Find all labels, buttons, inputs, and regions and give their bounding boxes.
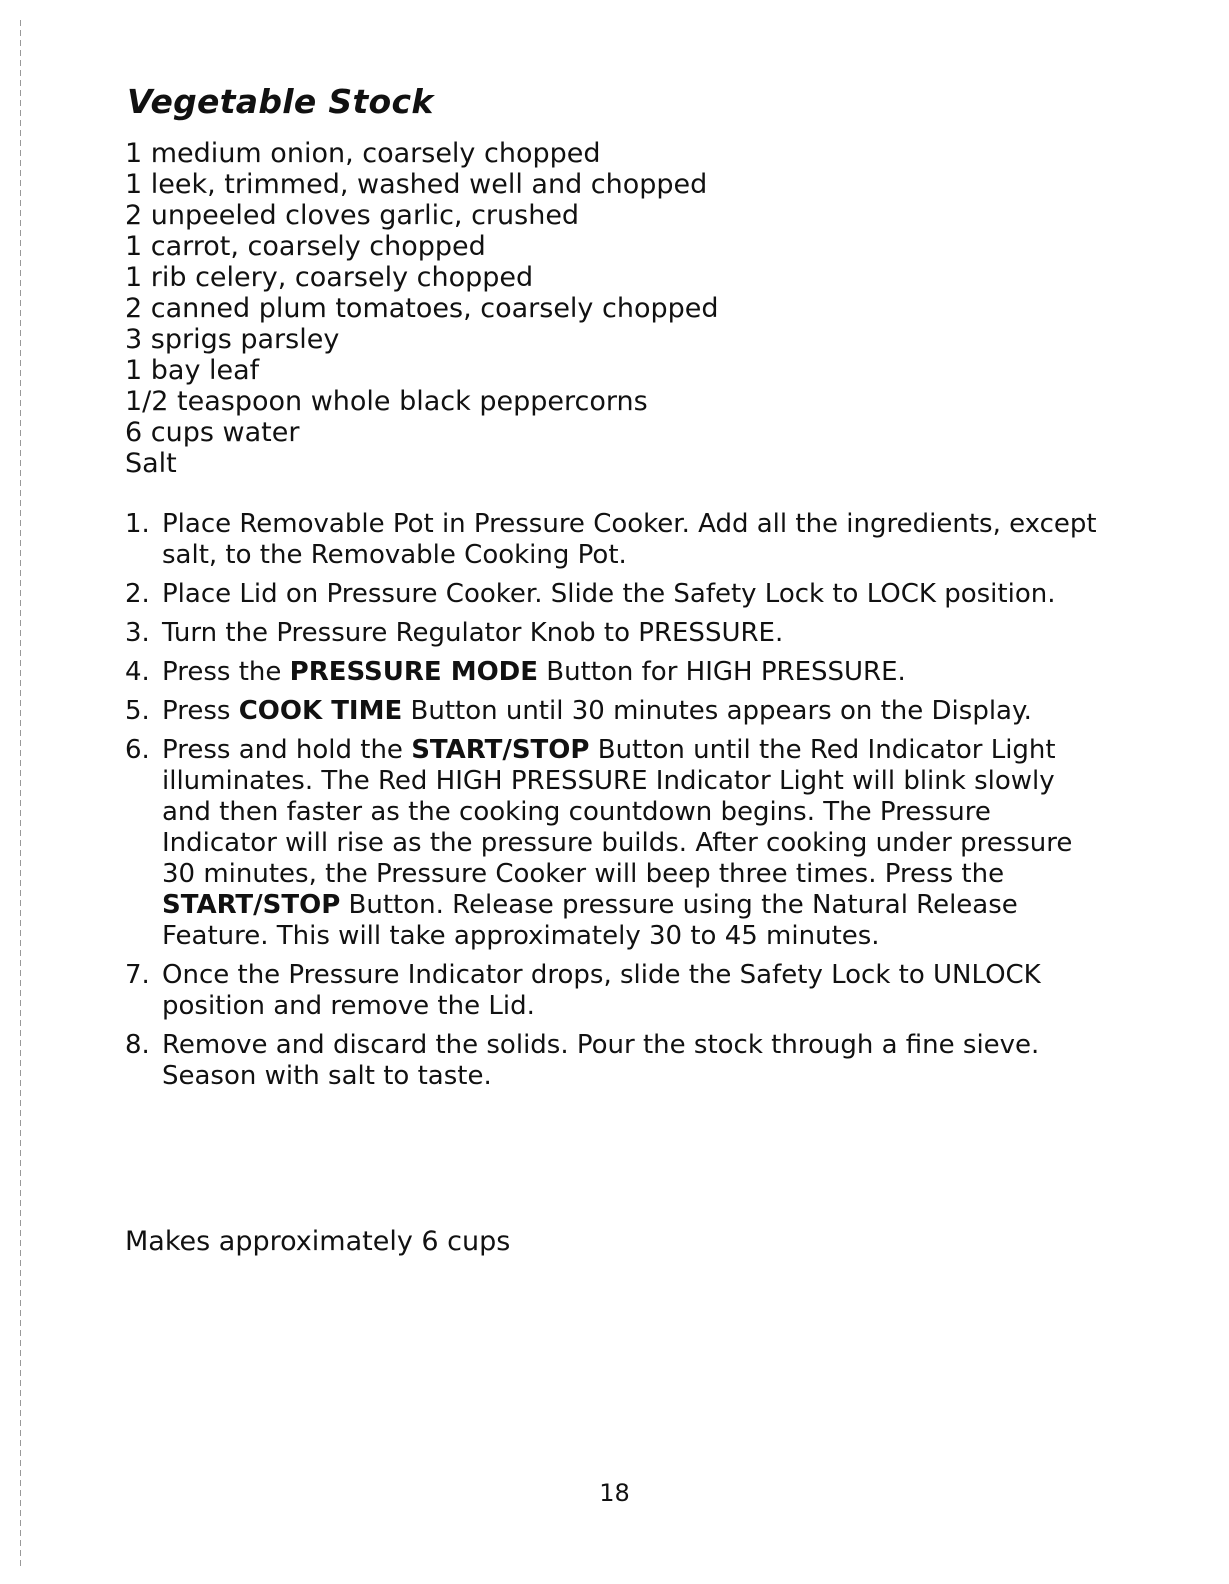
ingredient-item: 1/2 teaspoon whole black peppercorns (125, 386, 648, 417)
step-text-part: Button until 30 minutes appears on the Display. (402, 696, 1032, 726)
ingredient-item: 2 canned plum tomatoes, coarsely chopped (125, 293, 719, 324)
recipe-title: Vegetable Stock (127, 82, 434, 121)
page-number: 18 (599, 1479, 630, 1507)
step-text (162, 1030, 1105, 1092)
step-text-part: Place Removable Pot in Pressure Cooker. Add all the ingredients, except salt, to the Removable Cooking Pot. (162, 509, 1097, 570)
step-6 (125, 735, 1105, 952)
step-7 (125, 960, 1105, 1022)
ingredient-item: Salt (125, 448, 177, 479)
ingredient-item: 2 unpeeled cloves garlic, crushed (125, 200, 580, 231)
step-text-part: Once the Pressure Indicator drops, slide the Safety Lock to UNLOCK position and remove the Lid. (162, 960, 1041, 1021)
step-text (162, 735, 1105, 952)
step-text (162, 696, 1105, 727)
button-name-bold: PRESSURE MODE (289, 657, 539, 687)
ingredient-item: 6 cups water (125, 417, 300, 448)
step-number: 4. (125, 657, 150, 687)
step-number: 8. (125, 1030, 150, 1060)
ingredient-item: 1 rib celery, coarsely chopped (125, 262, 534, 293)
step-text (162, 579, 1105, 610)
step-text-part: Button. Release pressure using the Natural Release Feature. This will take approximately 30 to 45 minutes. (162, 890, 1018, 951)
ingredient-item: 1 leek, trimmed, washed well and chopped (125, 169, 708, 200)
step-number: 5. (125, 696, 150, 726)
step-text-part: Press the (162, 657, 290, 687)
step-number: 2. (125, 579, 150, 609)
step-text-part: Turn the Pressure Regulator Knob to PRESSURE. (162, 618, 784, 648)
scan-edge (20, 20, 21, 1570)
step-number: 1. (125, 509, 150, 539)
recipe-yield: Makes approximately 6 cups (125, 1226, 511, 1257)
step-text (162, 618, 1105, 649)
ingredient-item: 1 carrot, coarsely chopped (125, 231, 486, 262)
step-text (162, 960, 1105, 1022)
step-number: 6. (125, 735, 150, 765)
ingredient-item: 1 bay leaf (125, 355, 260, 386)
ingredient-list (125, 138, 719, 479)
step-5 (125, 696, 1105, 727)
button-name-bold: COOK TIME (238, 696, 403, 726)
step-3 (125, 618, 1105, 649)
button-name-bold: START/STOP (411, 735, 590, 765)
step-text (162, 509, 1105, 571)
step-number: 3. (125, 618, 150, 648)
step-text-part: Button until the Red Indicator Light illuminates. The Red HIGH PRESSURE Indicator Light will blink slowly and then faster as the cooking countdown begins. The Pressure Indicator will rise as the pressure builds. After cooking under pressure 30 minutes, the Pressure Cooker will beep three times. Press the (162, 735, 1073, 889)
ingredient-item: 1 medium onion, coarsely chopped (125, 138, 601, 169)
step-8 (125, 1030, 1105, 1092)
step-text-part: Remove and discard the solids. Pour the stock through a fine sieve. Season with salt to taste. (162, 1030, 1040, 1091)
step-2 (125, 579, 1105, 610)
step-text-part: Button for HIGH PRESSURE. (538, 657, 906, 687)
step-4 (125, 657, 1105, 688)
instruction-list (125, 509, 1105, 1100)
step-text (162, 657, 1105, 688)
button-name-bold: START/STOP (162, 890, 341, 920)
step-text-part: Place Lid on Pressure Cooker. Slide the Safety Lock to LOCK position. (162, 579, 1056, 609)
step-text-part: Press (162, 696, 239, 726)
ingredient-item: 3 sprigs parsley (125, 324, 340, 355)
step-1 (125, 509, 1105, 571)
step-text-part: Press and hold the (162, 735, 412, 765)
step-number: 7. (125, 960, 150, 990)
